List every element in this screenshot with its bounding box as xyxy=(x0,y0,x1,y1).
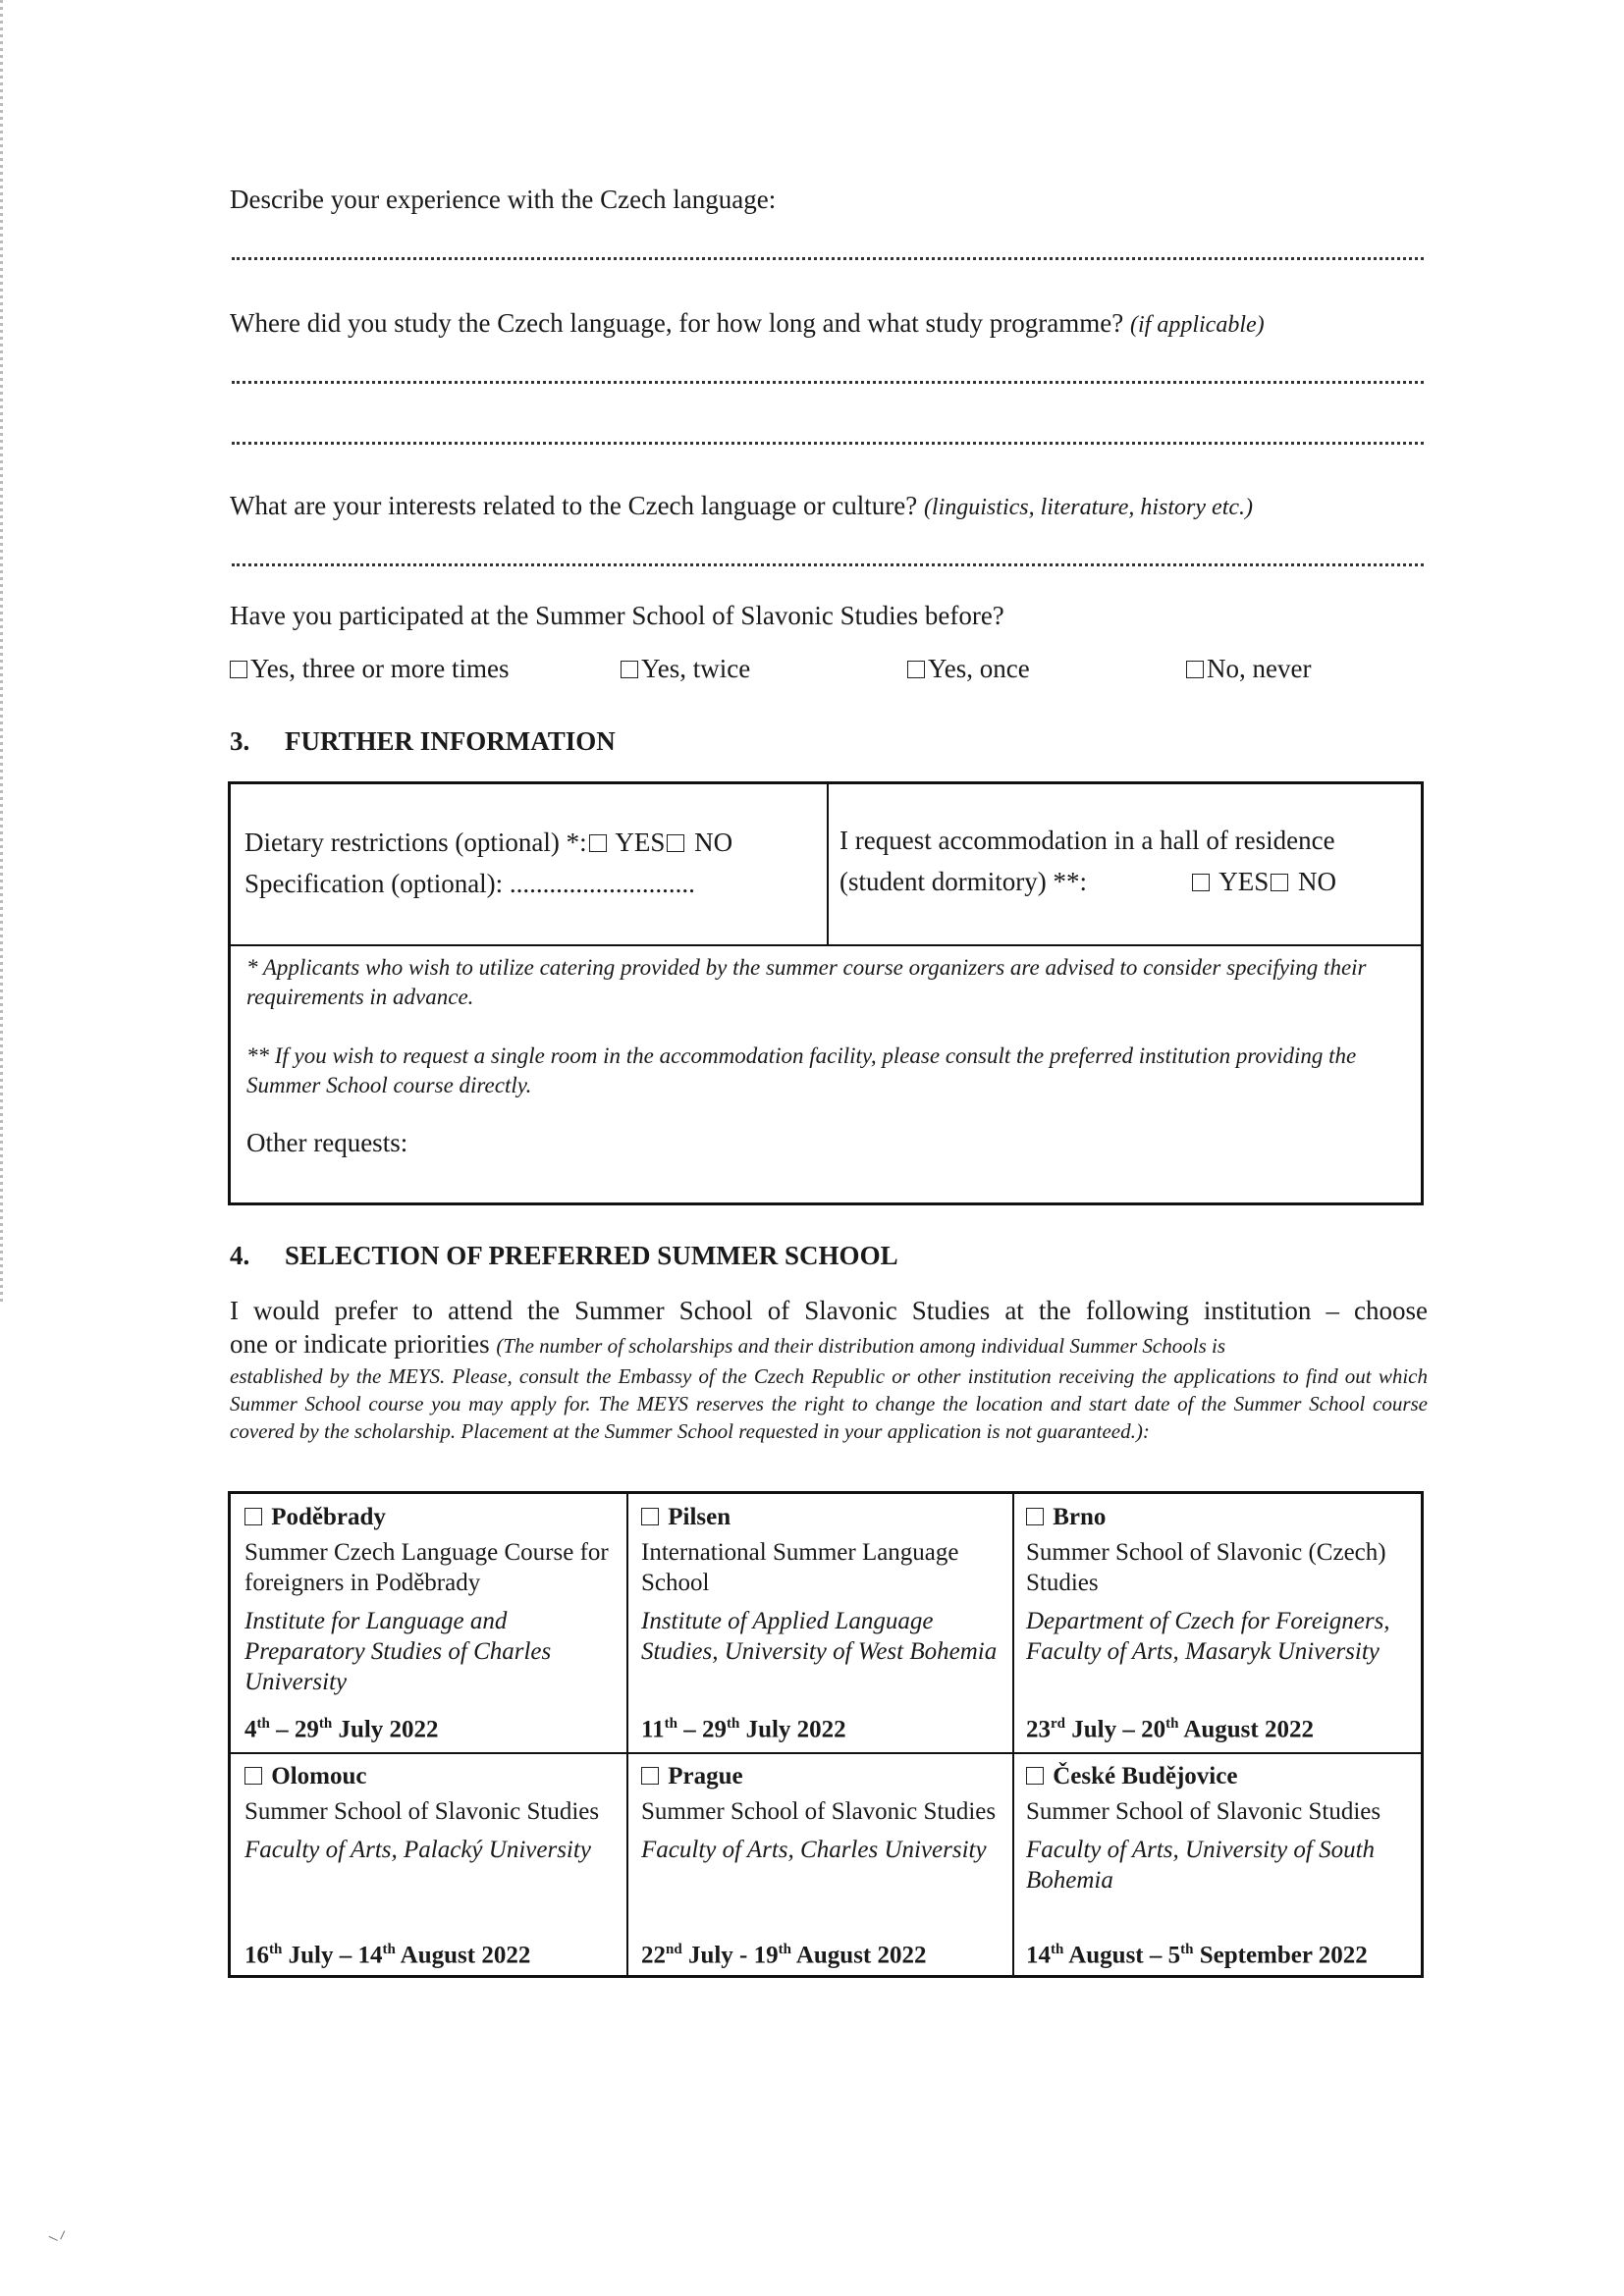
course-name: International Summer Language School xyxy=(641,1539,959,1596)
institution-name: Faculty of Arts, University of South Bohemia xyxy=(1026,1837,1376,1894)
dietary-no: NO xyxy=(694,828,733,857)
school-cell-brno[interactable] xyxy=(1026,1502,1399,1747)
accommodation-no: NO xyxy=(1297,867,1336,896)
intro-note: established by the MEYS. Please, consult the Embassy of the Czech Republic or other institution receiving the applications to find out which Summer School course you may apply for. The MEYS reserves the right to change the location and start date of the Summer School course covered by the scholarship. Placement at the Summer School requested in your application is not guaranteed.): xyxy=(230,1364,1428,1443)
school-name[interactable] xyxy=(1026,1502,1399,1533)
school-name-text: Prague xyxy=(668,1763,743,1789)
checkbox-icon[interactable] xyxy=(907,661,925,678)
accommodation-line-1: I request accommodation in a hall of residence xyxy=(839,826,1335,855)
school-name-text: Brno xyxy=(1053,1504,1107,1530)
single-room-note: ** If you wish to request a single room in the accommodation facility, please consult the preferred institution providing the Summer School course directly. xyxy=(246,1043,1357,1097)
school-name[interactable] xyxy=(641,1502,1014,1533)
school-name[interactable] xyxy=(244,1502,618,1533)
pen-mark: ⸌⸍ xyxy=(46,2227,73,2255)
checkbox-icon[interactable] xyxy=(244,1767,262,1785)
catering-note: * Applicants who wish to utilize catering provided by the summer course organizers are advised to consider specifying their requirements in advance. xyxy=(246,955,1367,1009)
course-name: Summer Czech Language Course for foreigners in Poděbrady xyxy=(244,1539,609,1596)
institution-name: Institute of Applied Language Studies, University of West Bohemia xyxy=(641,1608,998,1665)
answer-line-czech-experience[interactable] xyxy=(232,257,1424,260)
dietary-label: Dietary restrictions (optional) *: xyxy=(244,828,587,857)
question-where-studied-note: (if applicable) xyxy=(1130,312,1265,338)
section-title: SELECTION OF PREFERRED SUMMER SCHOOL xyxy=(285,1241,898,1270)
section-3-heading xyxy=(230,726,616,757)
dietary-yes: YES xyxy=(615,828,666,857)
section-number: 4. xyxy=(230,1241,250,1270)
summer-school-table xyxy=(228,1491,1424,1978)
question-where-studied-text: Where did you study the Czech language, for how long and what study programme? xyxy=(230,308,1124,338)
course-dates: 16th July – 14th August 2022 xyxy=(244,1942,531,1969)
institution-name: Faculty of Arts, Palacký University xyxy=(244,1837,591,1863)
accommodation-cell xyxy=(839,820,1336,902)
school-name-text: České Budějovice xyxy=(1053,1763,1238,1789)
question-interests xyxy=(230,489,1253,524)
scan-edge xyxy=(0,0,3,1306)
question-czech-experience: Describe your experience with the Czech language: xyxy=(230,185,777,214)
question-interests-note: (linguistics, literature, history etc.) xyxy=(923,495,1253,520)
institution-name: Institute for Language and Preparatory Studies of Charles University xyxy=(244,1608,552,1695)
checkbox-icon[interactable] xyxy=(641,1508,659,1525)
school-cell-olomouc[interactable] xyxy=(244,1761,618,1972)
school-cell-podebrady[interactable] xyxy=(244,1502,618,1747)
course-name: Summer School of Slavonic Studies xyxy=(244,1798,600,1825)
divider xyxy=(626,1494,628,1975)
divider xyxy=(827,784,829,944)
dietary-cell xyxy=(244,822,732,904)
checkbox-icon[interactable] xyxy=(230,661,247,678)
course-name: Summer School of Slavonic Studies xyxy=(641,1798,997,1825)
question-participated: Have you participated at the Summer School of Slavonic Studies before? xyxy=(230,601,1004,630)
answer-line-interests[interactable] xyxy=(232,563,1424,566)
option-label: No, never xyxy=(1207,654,1312,683)
school-cell-ceske-budejovice[interactable] xyxy=(1026,1761,1399,1972)
specification-row[interactable]: Specification (optional): ............................ xyxy=(244,869,695,898)
school-name-text: Pilsen xyxy=(668,1504,731,1530)
intro-line-2-text: one or indicate priorities xyxy=(230,1329,490,1359)
institution-name: Faculty of Arts, Charles University xyxy=(641,1837,987,1863)
school-cell-prague[interactable] xyxy=(641,1761,1014,1972)
intro-line-2 xyxy=(230,1327,1428,1362)
school-name[interactable] xyxy=(641,1761,1014,1792)
course-dates: 4th – 29th July 2022 xyxy=(244,1716,439,1743)
school-cell-pilsen[interactable] xyxy=(641,1502,1014,1747)
course-dates: 11th – 29th July 2022 xyxy=(641,1716,846,1743)
accommodation-row xyxy=(839,861,1336,902)
institution-name: Department of Czech for Foreigners, Faculty of Arts, Masaryk University xyxy=(1026,1608,1390,1665)
course-dates: 14th August – 5th September 2022 xyxy=(1026,1942,1368,1969)
option-label: Yes, three or more times xyxy=(250,654,510,683)
school-name-text: Poděbrady xyxy=(271,1504,386,1530)
course-dates: 23rd July – 20th August 2022 xyxy=(1026,1716,1314,1743)
accommodation-yes: YES xyxy=(1218,867,1270,896)
course-dates: 22nd July - 19th August 2022 xyxy=(641,1942,927,1969)
answer-line-where-studied-2[interactable] xyxy=(232,442,1424,445)
option-three-or-more[interactable] xyxy=(230,654,509,684)
question-interests-text: What are your interests related to the Czech language or culture? xyxy=(230,491,918,520)
school-name-text: Olomouc xyxy=(271,1763,367,1789)
course-name: Summer School of Slavonic Studies xyxy=(1026,1798,1381,1825)
section-title: FURTHER INFORMATION xyxy=(285,726,616,756)
checkbox-icon[interactable] xyxy=(1026,1508,1044,1525)
section-4-heading xyxy=(230,1241,898,1271)
option-label: Yes, twice xyxy=(641,654,751,683)
accommodation-line-2: (student dormitory) **: xyxy=(839,867,1087,896)
checkbox-icon[interactable] xyxy=(1026,1767,1044,1785)
answer-line-where-studied-1[interactable] xyxy=(232,381,1424,384)
option-once[interactable] xyxy=(907,654,1030,684)
option-never[interactable] xyxy=(1186,654,1311,684)
section-number: 3. xyxy=(230,726,250,756)
checkbox-icon[interactable] xyxy=(1192,874,1210,891)
intro-line-1: I would prefer to attend the Summer School of Slavonic Studies at the following institution – choose xyxy=(230,1296,1428,1325)
divider xyxy=(231,1752,1421,1754)
school-name[interactable] xyxy=(1026,1761,1399,1792)
checkbox-icon[interactable] xyxy=(1271,874,1288,891)
school-name[interactable] xyxy=(244,1761,618,1792)
course-name: Summer School of Slavonic (Czech) Studies xyxy=(1026,1539,1386,1596)
intro-note-start: (The number of scholarships and their distribution among individual Summer Schools is xyxy=(496,1334,1225,1358)
option-label: Yes, once xyxy=(928,654,1030,683)
question-where-studied xyxy=(230,306,1265,342)
checkbox-icon[interactable] xyxy=(641,1767,659,1785)
checkbox-icon[interactable] xyxy=(244,1508,262,1525)
participation-options xyxy=(230,654,1428,689)
checkbox-icon[interactable] xyxy=(1186,661,1204,678)
option-twice[interactable] xyxy=(621,654,750,684)
checkbox-icon[interactable] xyxy=(621,661,638,678)
divider xyxy=(231,944,1421,946)
checkbox-icon[interactable] xyxy=(667,834,684,852)
checkbox-icon[interactable] xyxy=(589,834,607,852)
selection-intro xyxy=(230,1294,1428,1445)
further-information-box xyxy=(228,781,1424,1205)
dietary-row xyxy=(244,822,732,863)
other-requests-label: Other requests: xyxy=(246,1128,408,1157)
